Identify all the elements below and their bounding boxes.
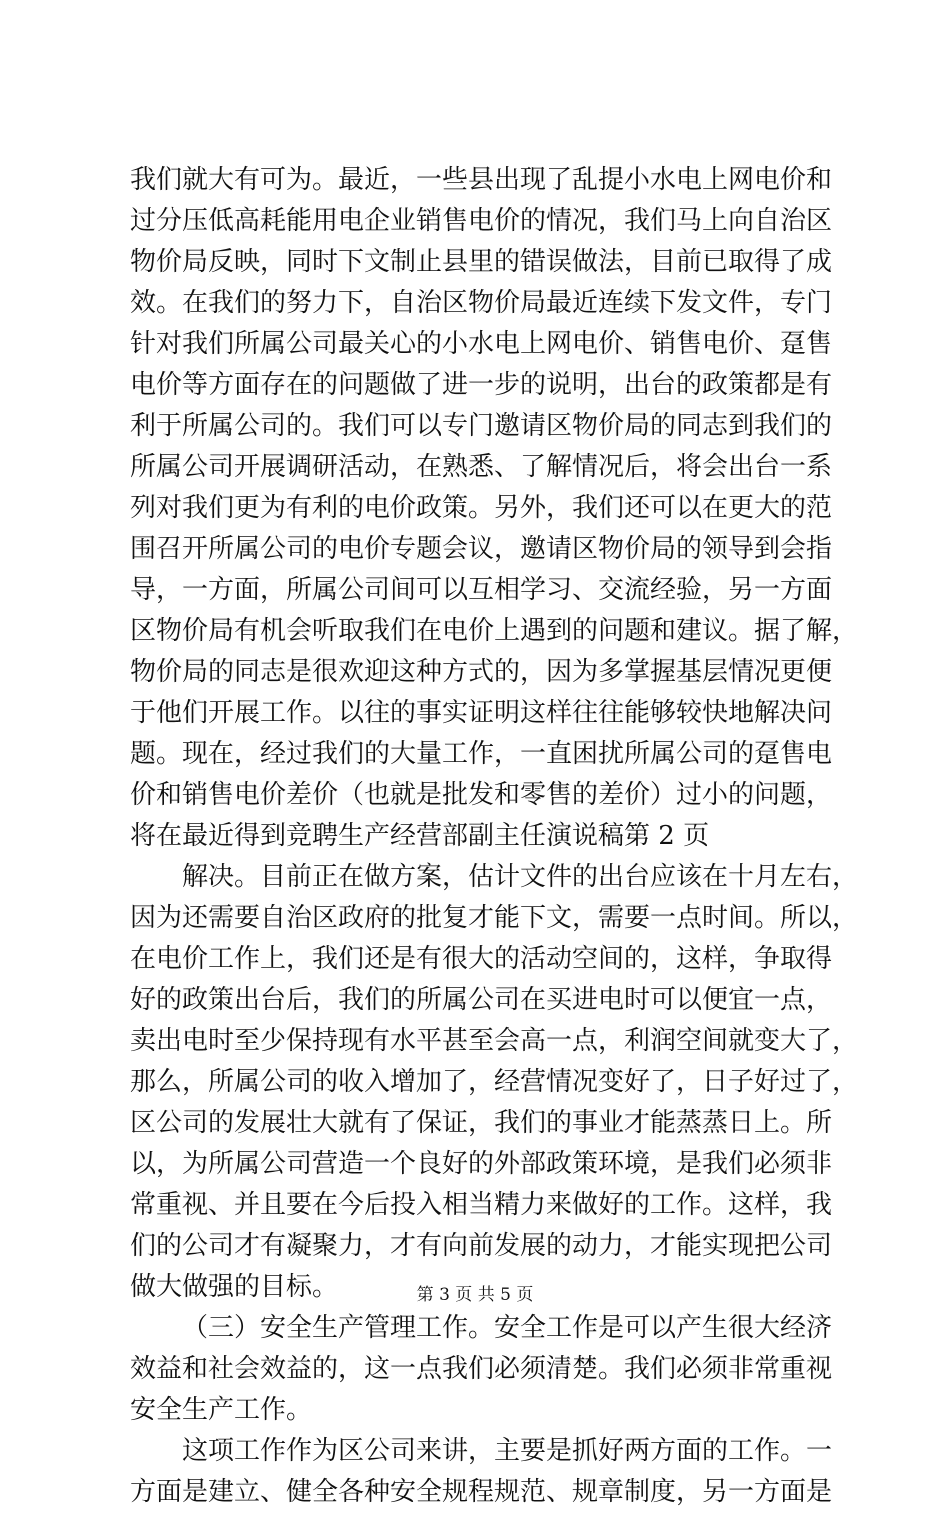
text-line: 电价等方面存在的问题做了进一步的说明，出台的政策都是有 (130, 370, 833, 400)
text-line: 题。现在，经过我们的大量工作，一直困扰所属公司的趸售电 (130, 739, 833, 769)
text-line: 在电价工作上，我们还是有很大的活动空间的，这样，争取得 (130, 944, 833, 974)
text-line: 卖出电时至少保持现有水平甚至会高一点，利润空间就变大了， (130, 1026, 859, 1056)
text-line: 针对我们所属公司最关心的小水电上网电价、销售电价、趸售 (130, 329, 833, 359)
text-line: 因为还需要自治区政府的批复才能下文，需要一点时间。所以， (130, 903, 859, 933)
text-line: 做大做强的目标。 (130, 1272, 339, 1302)
text-line: 常重视、并且要在今后投入相当精力来做好的工作。这样，我 (130, 1190, 833, 1220)
text-line: 价和销售电价差价（也就是批发和零售的差价）过小的问题， (130, 780, 833, 810)
text-line: 安全生产工作。 (130, 1395, 313, 1425)
text-line: 效。在我们的努力下，自治区物价局最近连续下发文件，专门 (130, 288, 833, 318)
text-line: 以，为所属公司营造一个良好的外部政策环境，是我们必须非 (130, 1149, 833, 1179)
text-line: （三）安全生产管理工作。安全工作是可以产生很大经济 (182, 1313, 833, 1343)
text-line: 物价局反映，同时下文制止县里的错误做法，目前已取得了成 (130, 247, 833, 277)
text-line: 将在最近得到竞聘生产经营部副主任演说稿第 2 页 (130, 821, 710, 851)
text-line: 过分压低高耗能用电企业销售电价的情况，我们马上向自治区 (130, 206, 833, 236)
text-line: 我们就大有可为。最近，一些县出现了乱提小水电上网电价和 (130, 165, 833, 195)
page-footer: 第 3 页 共 5 页 (416, 1285, 534, 1305)
text-line: 于他们开展工作。以往的事实证明这样往往能够较快地解决问 (130, 698, 833, 728)
text-line: 区公司的发展壮大就有了保证，我们的事业才能蒸蒸日上。所 (130, 1108, 833, 1138)
text-line: 方面是建立、健全各种安全规程规范、规章制度，另一方面是 (130, 1477, 833, 1507)
document-body (130, 160, 859, 1513)
text-line: 们的公司才有凝聚力，才有向前发展的动力，才能实现把公司 (130, 1231, 833, 1261)
text-line: 那么，所属公司的收入增加了，经营情况变好了，日子好过了， (130, 1067, 859, 1097)
text-line: 物价局的同志是很欢迎这种方式的，因为多掌握基层情况更便 (130, 657, 833, 687)
text-line: 所属公司开展调研活动，在熟悉、了解情况后，将会出台一系 (130, 452, 833, 482)
text-line: 围召开所属公司的电价专题会议，邀请区物价局的领导到会指 (130, 534, 833, 564)
text-line: 好的政策出台后，我们的所属公司在买进电时可以便宜一点， (130, 985, 833, 1015)
text-line: 解决。目前正在做方案，估计文件的出台应该在十月左右， (182, 862, 859, 892)
text-line: 列对我们更为有利的电价政策。另外，我们还可以在更大的范 (130, 493, 833, 523)
text-line: 利于所属公司的。我们可以专门邀请区物价局的同志到我们的 (130, 411, 833, 441)
text-line: 区物价局有机会听取我们在电价上遇到的问题和建议。据了解， (130, 616, 859, 646)
text-line: 这项工作作为区公司来讲，主要是抓好两方面的工作。一 (182, 1436, 833, 1466)
text-line: 导，一方面，所属公司间可以互相学习、交流经验，另一方面 (130, 575, 833, 605)
text-line: 效益和社会效益的，这一点我们必须清楚。我们必须非常重视 (130, 1354, 833, 1384)
